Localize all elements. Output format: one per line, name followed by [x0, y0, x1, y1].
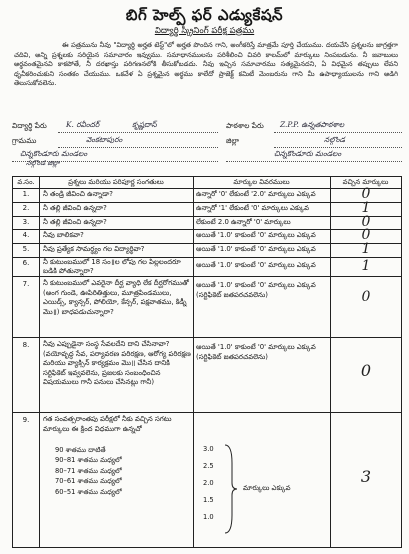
- student-name-extra: కృష్ణదాస్: [132, 120, 157, 129]
- row-9-mark[interactable]: 3: [360, 467, 372, 486]
- header-question: ప్రశ్నలు మరియు పరిపూర్ణ సంగతులు: [68, 178, 164, 186]
- student-details-section: [12, 121, 402, 165]
- header-num: వ.సం.: [17, 178, 35, 186]
- band-2: 90–81 శాతము మధ్యలో: [55, 456, 122, 465]
- row-5-mark[interactable]: 1: [361, 241, 371, 257]
- row-3-guide: లేకుంటే 2.0 ఉన్నారో '0' మార్కులు: [196, 218, 291, 226]
- row-3-num: 3.: [22, 218, 30, 226]
- student-name-value: K. రవీందర్: [66, 120, 100, 129]
- row-1-guide: ఉన్నారో '0' లేకుంటే '2.0' మార్కులు ఎక్కువ: [196, 190, 316, 198]
- col-divider-3: [330, 177, 331, 547]
- row-9-num: 9.: [22, 416, 30, 424]
- band-5: 60–51 శాతము మధ్యలో: [55, 487, 122, 496]
- score-5: 1.0: [203, 513, 214, 521]
- row-2-question: నీ తల్లి జీవించి ఉన్నదా?: [43, 204, 107, 212]
- school-name-value: Z.P.P. ఉన్నతపాఠశాల: [280, 120, 345, 129]
- row-5-guide: అయితే '1.0' కాకుంటే '0' మార్కులు ఎక్కువ: [196, 245, 316, 253]
- row-3-mark[interactable]: 0: [361, 214, 371, 230]
- row-7-question: నీ కుటుంబములో ఎవరైనా దీర్ఘ వ్యాధి లేక దీర్ఘరోగముతో (అంగ గుండె, ఊపిరితిత్తులు, మూత్రపిండములు, ఎయిడ్స్, క్యాన్సర్, పోలియో, కేన్సర్, పక్షవాతము, కిడ్నీ మొ॥) బాధపడుచున్నారా?: [43, 279, 189, 316]
- row-1-mark[interactable]: 0: [361, 186, 371, 202]
- district-value: నల్గొండ: [324, 135, 345, 144]
- row-7-guide: అయితే '1.0' కాకుంటే '0' మార్కులు ఎక్కువ (సర్టిఫికెట్ జతపరచవలెను): [196, 281, 316, 299]
- row-4-guide: అయితే '1.0' కాకుంటే '0' మార్కులు ఎక్కువ: [196, 231, 316, 239]
- row-6-question: నీ కుటుంబములో 18 సం॥ల లోపు గల పిల్లలందరూ బడికి పోతున్నారా?: [43, 258, 181, 275]
- village-value: వెంకటాపురం: [86, 135, 123, 144]
- address2-line-1: చిన్నకొండూరు మండలం: [274, 149, 342, 158]
- row-9-guide: మార్కులు ఎక్కువ: [243, 484, 291, 492]
- questions-table: [12, 176, 402, 548]
- row-9-scores: [203, 441, 225, 541]
- band-3: 80–71 శాతము మధ్యలో: [55, 466, 122, 475]
- address-row-2: [12, 160, 402, 174]
- village-row: [12, 136, 402, 150]
- row-7-num: 7.: [22, 280, 30, 288]
- row-6-guide: అయితే '1.0' కాకుంటే '0' మార్కులు ఎక్కువ: [196, 261, 316, 269]
- score-4: 1.5: [203, 496, 214, 504]
- row-5-num: 5.: [22, 245, 30, 253]
- col-divider-2: [193, 177, 194, 547]
- village-line[interactable]: [58, 147, 218, 148]
- school-name-label: పాఠశాల పేరు: [226, 121, 264, 130]
- row-1-num: 1.: [22, 190, 30, 198]
- row-5-question: నీవు ప్రత్యేక సామర్థ్యం గల విద్యార్థివా?: [43, 245, 145, 253]
- band-4: 70–61 శాతము మధ్యలో: [55, 477, 122, 486]
- header-marks: వచ్చిన మార్కులు: [342, 178, 389, 186]
- district-line[interactable]: [274, 147, 402, 148]
- row-4-mark[interactable]: 0: [361, 227, 371, 243]
- row-8-question: నీవు ఎప్పుడైనా సంస్థ సేవలదేని దాని చేసినావా? (వయోవృద్ధ సేవ, పర్యావరణ పరిరక్షణ, ఆరోగ్య పరిరక్షణ మరియు వ్యాక్సిన్ కార్యక్రమం మొ॥ చేసిన దానికి సర్టిఫికెట్ ఇవ్వవలెను, ప్రజలకు సంబంధించిన విషయములు గానీ పనులు చేసినట్లు గానీ): [43, 340, 191, 387]
- row-9-bands: [55, 445, 191, 545]
- score-brace: [223, 443, 239, 535]
- row-9-question: గత సంవత్సరాంతపు పరీక్షలో నీకు వచ్చిన సగటు మార్కులు ఈ క్రింద విధముగా ఉన్నచో: [43, 415, 172, 433]
- village-label: గ్రామము: [12, 136, 37, 145]
- header-guide: మార్కుల వివరములు: [233, 178, 290, 186]
- row-7-mark[interactable]: 0: [361, 289, 371, 305]
- score-3: 2.0: [203, 479, 214, 487]
- row-8-guide: అయితే '1.0' కాకుంటే '0' మార్కులు ఎక్కువ (సర్టిఫికెట్ జతపరచవలెను): [196, 343, 316, 361]
- band-1: 90 శాతము దాటితే: [55, 446, 106, 454]
- form-subtitle: విద్యార్థి స్క్రీనింగ్ పరీక్ష పత్రము: [154, 26, 255, 36]
- row-6-num: 6.: [22, 259, 30, 267]
- form-title: బిగ్ హెల్ప్ ఫర్ ఎడ్యుకేషన్: [125, 6, 284, 24]
- score-1: 3.0: [203, 445, 214, 453]
- row-8-num: 8.: [22, 341, 30, 349]
- col-divider-1: [39, 177, 40, 547]
- school-name-line[interactable]: [274, 132, 402, 133]
- student-name-label: విద్యార్థి పేరు: [12, 121, 47, 130]
- student-name-line[interactable]: [58, 132, 218, 133]
- row-8-mark[interactable]: 0: [360, 361, 372, 380]
- score-2: 2.5: [203, 462, 214, 470]
- row-2-mark[interactable]: 1: [361, 200, 371, 216]
- district-label: జిల్లా: [226, 136, 239, 145]
- address-line-2: నల్గొండ జిల్లా: [26, 159, 60, 167]
- row-4-num: 4.: [22, 231, 30, 239]
- row-1-question: నీ తండ్రి జీవించి ఉన్నాడా?: [43, 190, 113, 198]
- row-3-question: నీ తల్లి జీవించి ఉన్నదా?: [43, 218, 107, 226]
- address-line-1: చిన్నకొండూరు మండలం: [20, 149, 88, 158]
- instructions-paragraph: ఈ పత్రమును నీవు "విద్యార్థి అర్హత టెస్ట్"లో అర్హత పొందిన గాని, అంగీకరిస్తే మాత్రమే పూర్తి చేయుము. దయచేసి ప్రశ్నలను జాగ్రత్తగా చదివి, అన్ని ప్రశ్నలకు సరియైన సమాచారం ఇవ్వుము. సమాధానములను పరిశీలించి చివరి కాలమ్‌లో మార్కులు నింపబడును. నీ జవాబులు అర్థవంతమైనవి కాకపోతే, నీ దరఖాస్తు పరిగణనలోకి తీసుకోబడదు. నీవు ఇచ్చిన సమాచారము సత్యమైనదని, ఏ విధమైన తప్పులు లేవని ధృవీకరించుకుని సంతకం చేయుము. ఒకవేళ ఏ ప్రశ్నమైన అర్థము కాలేదో ప్రాజెక్ట్ కమిటీ మెంబరును గాని మీ ఉపాధ్యాయులను గాని అడిగి తెలుసుకోవలెను.: [14, 41, 398, 88]
- row-4-question: నీవు బాలికవా?: [43, 231, 84, 239]
- row-2-guide: ఉన్నారో '1' లేకుంటే '0' మార్కులు ఎక్కువ: [196, 204, 310, 212]
- row-6-mark[interactable]: 1: [361, 258, 371, 274]
- row-2-num: 2.: [22, 204, 30, 212]
- student-name-row: [12, 121, 402, 135]
